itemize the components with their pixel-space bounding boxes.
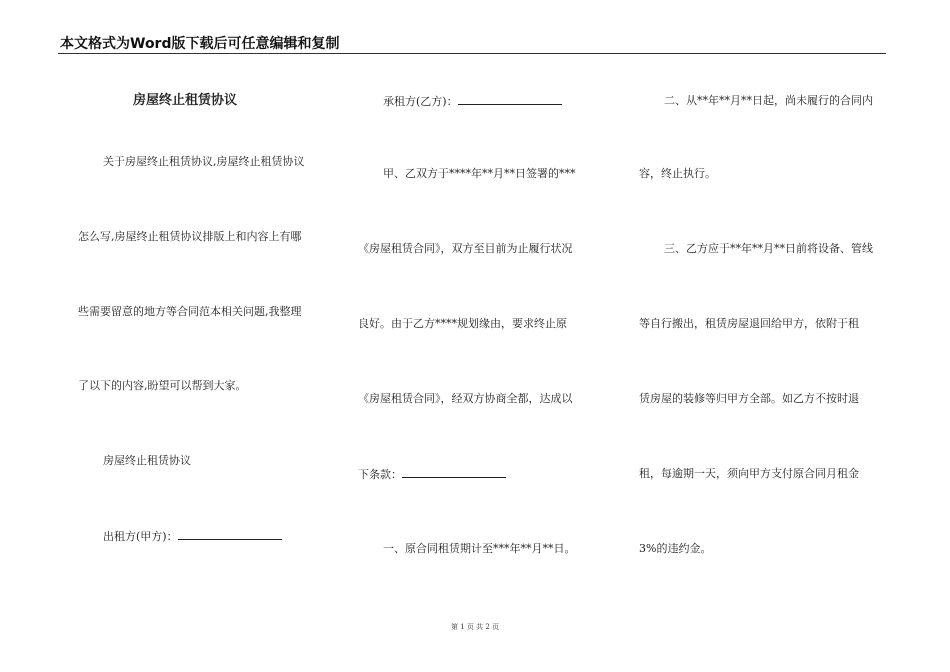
col2-line-2: 《房屋租赁合同》，双方至目前为止履行状况 bbox=[358, 242, 573, 255]
lessee-label: 承租方(乙方)： bbox=[383, 95, 458, 108]
lessee-blank-line bbox=[458, 94, 562, 105]
col2-line-1: 甲、乙双方于****年**月**日签署的*** bbox=[383, 167, 576, 180]
lessee-field bbox=[383, 94, 562, 109]
col3-line-4: 等自行搬出，租赁房屋退回给甲方，依附于租 bbox=[639, 317, 859, 330]
section-subtitle: 房屋终止租赁协议 bbox=[103, 454, 191, 467]
col3-line-3: 三、乙方应于**年**月**日前将设备、管线 bbox=[664, 242, 873, 255]
intro-line-4: 了以下的内容,盼望可以帮到大家。 bbox=[78, 379, 247, 392]
col3-line-5: 赁房屋的装修等归甲方全部。如乙方不按时退 bbox=[639, 392, 859, 405]
terms-blank-line bbox=[402, 467, 506, 478]
col3-line-2: 容，终止执行。 bbox=[639, 167, 716, 180]
lessor-field bbox=[103, 529, 282, 544]
page-number: 第 1 页 共 2 页 bbox=[450, 623, 500, 631]
document-header-banner: 本文格式为Word版下载后可任意编辑和复制 bbox=[60, 36, 340, 52]
col2-line-5: 下条款： bbox=[358, 468, 402, 481]
intro-line-3: 些需要留意的地方等合同范本相关问题,我整理 bbox=[78, 305, 302, 318]
intro-line-2: 怎么写,房屋终止租赁协议排版上和内容上有哪 bbox=[78, 230, 302, 243]
col2-terms-field bbox=[358, 467, 506, 482]
col2-line-3: 良好。由于乙方****规划缘由，要求终止原 bbox=[358, 317, 567, 330]
lessor-blank-line bbox=[178, 529, 282, 540]
col3-line-1: 二、从**年**月**日起，尚未履行的合同内 bbox=[664, 94, 873, 107]
header-divider bbox=[58, 53, 886, 54]
col2-line-6: 一、原合同租赁期计至***年**月**日。 bbox=[383, 542, 576, 555]
lessor-label: 出租方(甲方)： bbox=[103, 530, 178, 543]
intro-line-1: 关于房屋终止租赁协议,房屋终止租赁协议 bbox=[103, 155, 305, 168]
col2-line-4: 《房屋租赁合同》，经双方协商全都，达成以 bbox=[358, 392, 573, 405]
col3-line-6: 租，每逾期一天，须向甲方支付原合同月租金 bbox=[639, 467, 859, 480]
col3-line-7: 3%的违约金。 bbox=[639, 542, 712, 555]
document-title: 房屋终止租赁协议 bbox=[133, 93, 238, 108]
